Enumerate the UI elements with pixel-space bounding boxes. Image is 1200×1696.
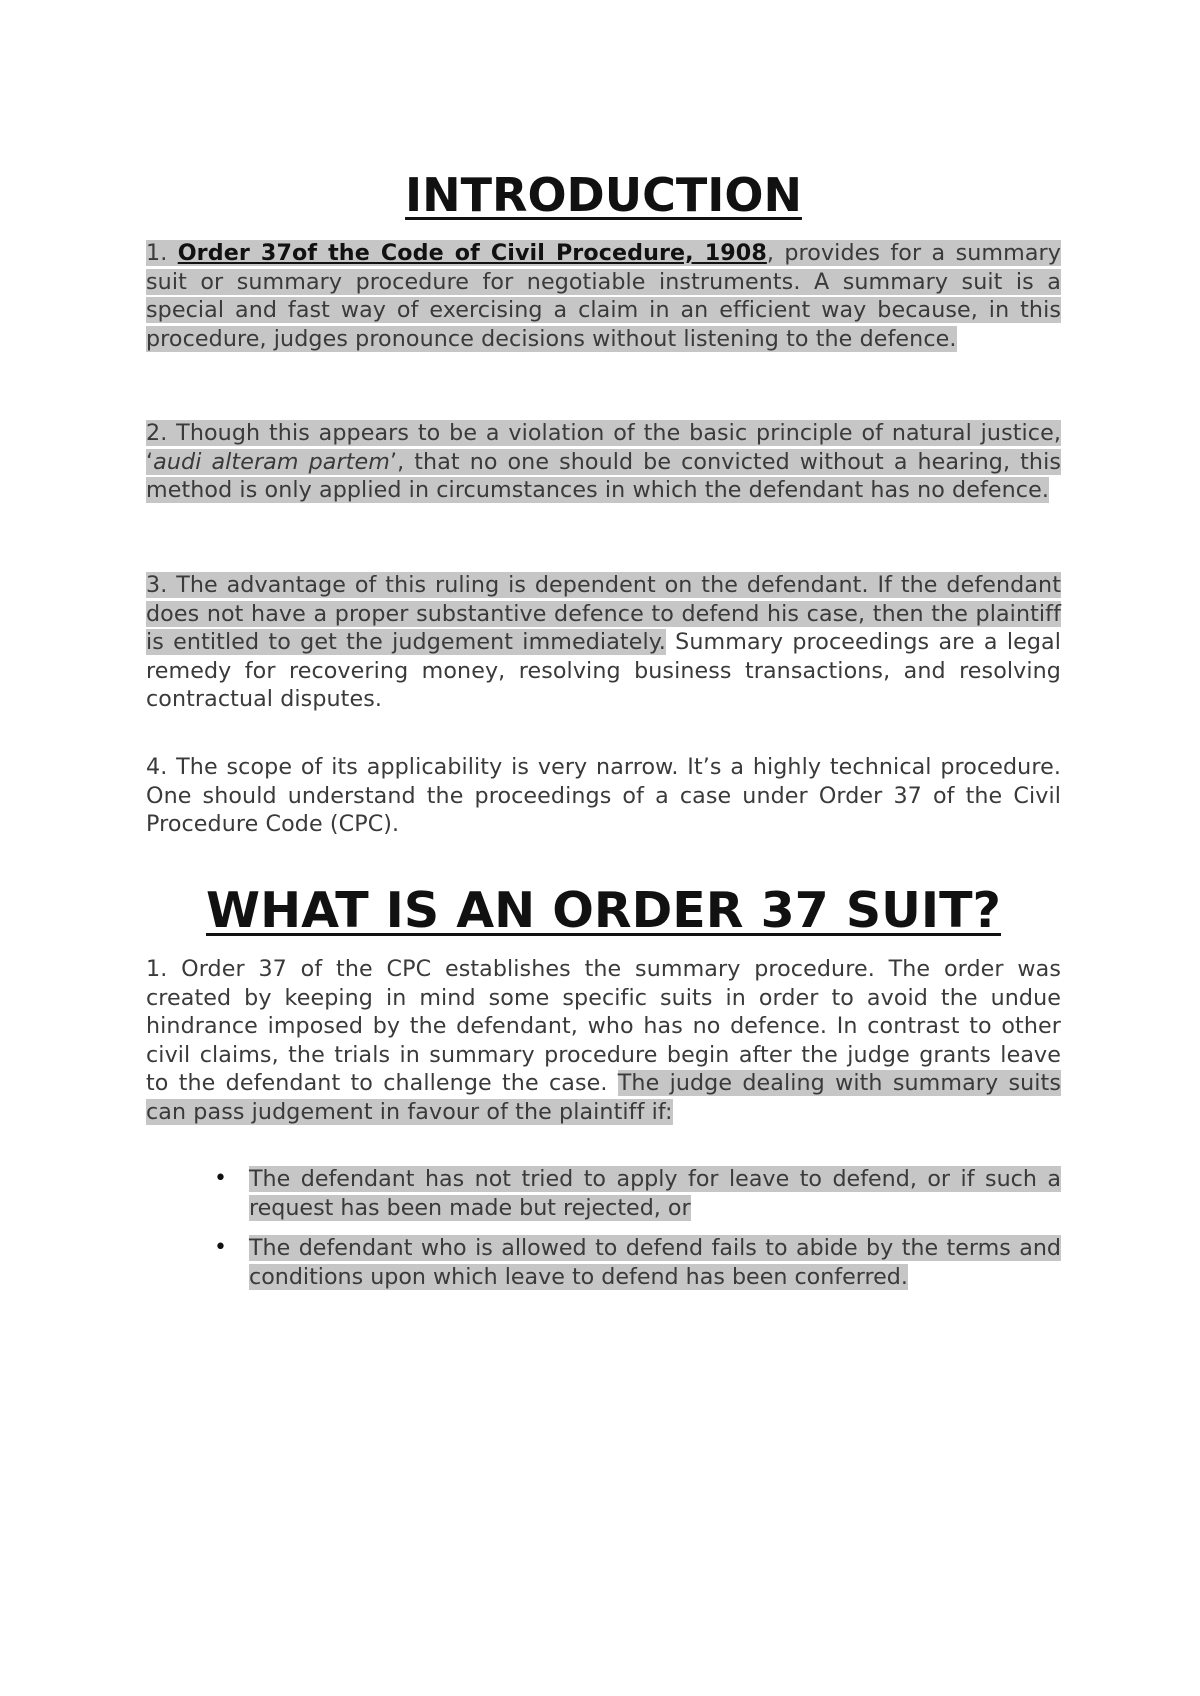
intro-paragraph-2 — [146, 419, 1061, 505]
bullet-icon: • — [214, 1235, 227, 1261]
intro-paragraph-1 — [146, 239, 1061, 353]
latin-maxim: audi alteram partem — [153, 448, 390, 475]
intro-paragraph-4: 4. The scope of its applicability is very narrow. It’s a highly technical procedure. One should understand the proceedings of a case under Order 37 of the Civil Procedure Code (CPC). — [146, 754, 1061, 838]
list-item — [214, 1165, 1061, 1222]
paragraph-text: 1. Order 37 of the CPC establishes the summary procedure. The order was created by keeping in mind some specific suits in order to avoid the undue hindrance imposed by the defendant, who has no defence. In contrast to other civil claims, the trials in summary procedure begin after the judge grants leave to the defendant to challenge the case. — [146, 956, 1061, 1097]
list-item-text: The defendant who is allowed to defend fails to abide by the terms and conditions upon which leave to defend has been conferred. — [249, 1235, 1061, 1290]
list-item-text: The defendant has not tried to apply for leave to defend, or if such a request has been made but rejected, or — [249, 1166, 1061, 1221]
paragraph-text: Summary proceedings are a legal remedy for recovering money, resolving business transactions, and resolving contractual disputes. — [146, 629, 1061, 713]
bullet-icon: • — [214, 1166, 227, 1191]
highlight — [146, 420, 1061, 503]
highlight: The judge dealing with summary suits can pass judgement in favour of the plaintiff if: — [146, 1070, 1062, 1125]
paragraph-text: , provides for a summary suit or summary procedure for negotiable instruments. A summary suit is a special and fast way of exercising a claim in an efficient way because, in this procedure, judges pronounce decisions without listening to the defence. — [146, 240, 1061, 352]
paragraph-text: ’, that no one should be convicted without a hearing, this method is only applied in circumstances in which the defendant has no defence. — [146, 448, 1061, 504]
introduction-heading: INTRODUCTION — [405, 168, 802, 222]
order-37-paragraph-1 — [146, 955, 1061, 1127]
paragraph-text: 2. Though this appears to be a violation of the basic principle of natural justice, ‘ — [146, 420, 1061, 475]
highlight — [146, 240, 1061, 352]
highlight: 3. The advantage of this ruling is dependent on the defendant. If the defendant does not have a proper substantive defence to defend his case, then the plaintiff is entitled to get the judgement immediately. — [146, 572, 1061, 656]
order-37-reference: Order 37of the Code of Civil Procedure, 1908 — [177, 240, 767, 266]
order-37-suit-heading: WHAT IS AN ORDER 37 SUIT? — [206, 882, 1001, 939]
paragraph-number: 1. — [146, 240, 178, 266]
list-item — [214, 1234, 1061, 1291]
conditions-list — [214, 1165, 1061, 1303]
intro-paragraph-3 — [146, 571, 1061, 714]
